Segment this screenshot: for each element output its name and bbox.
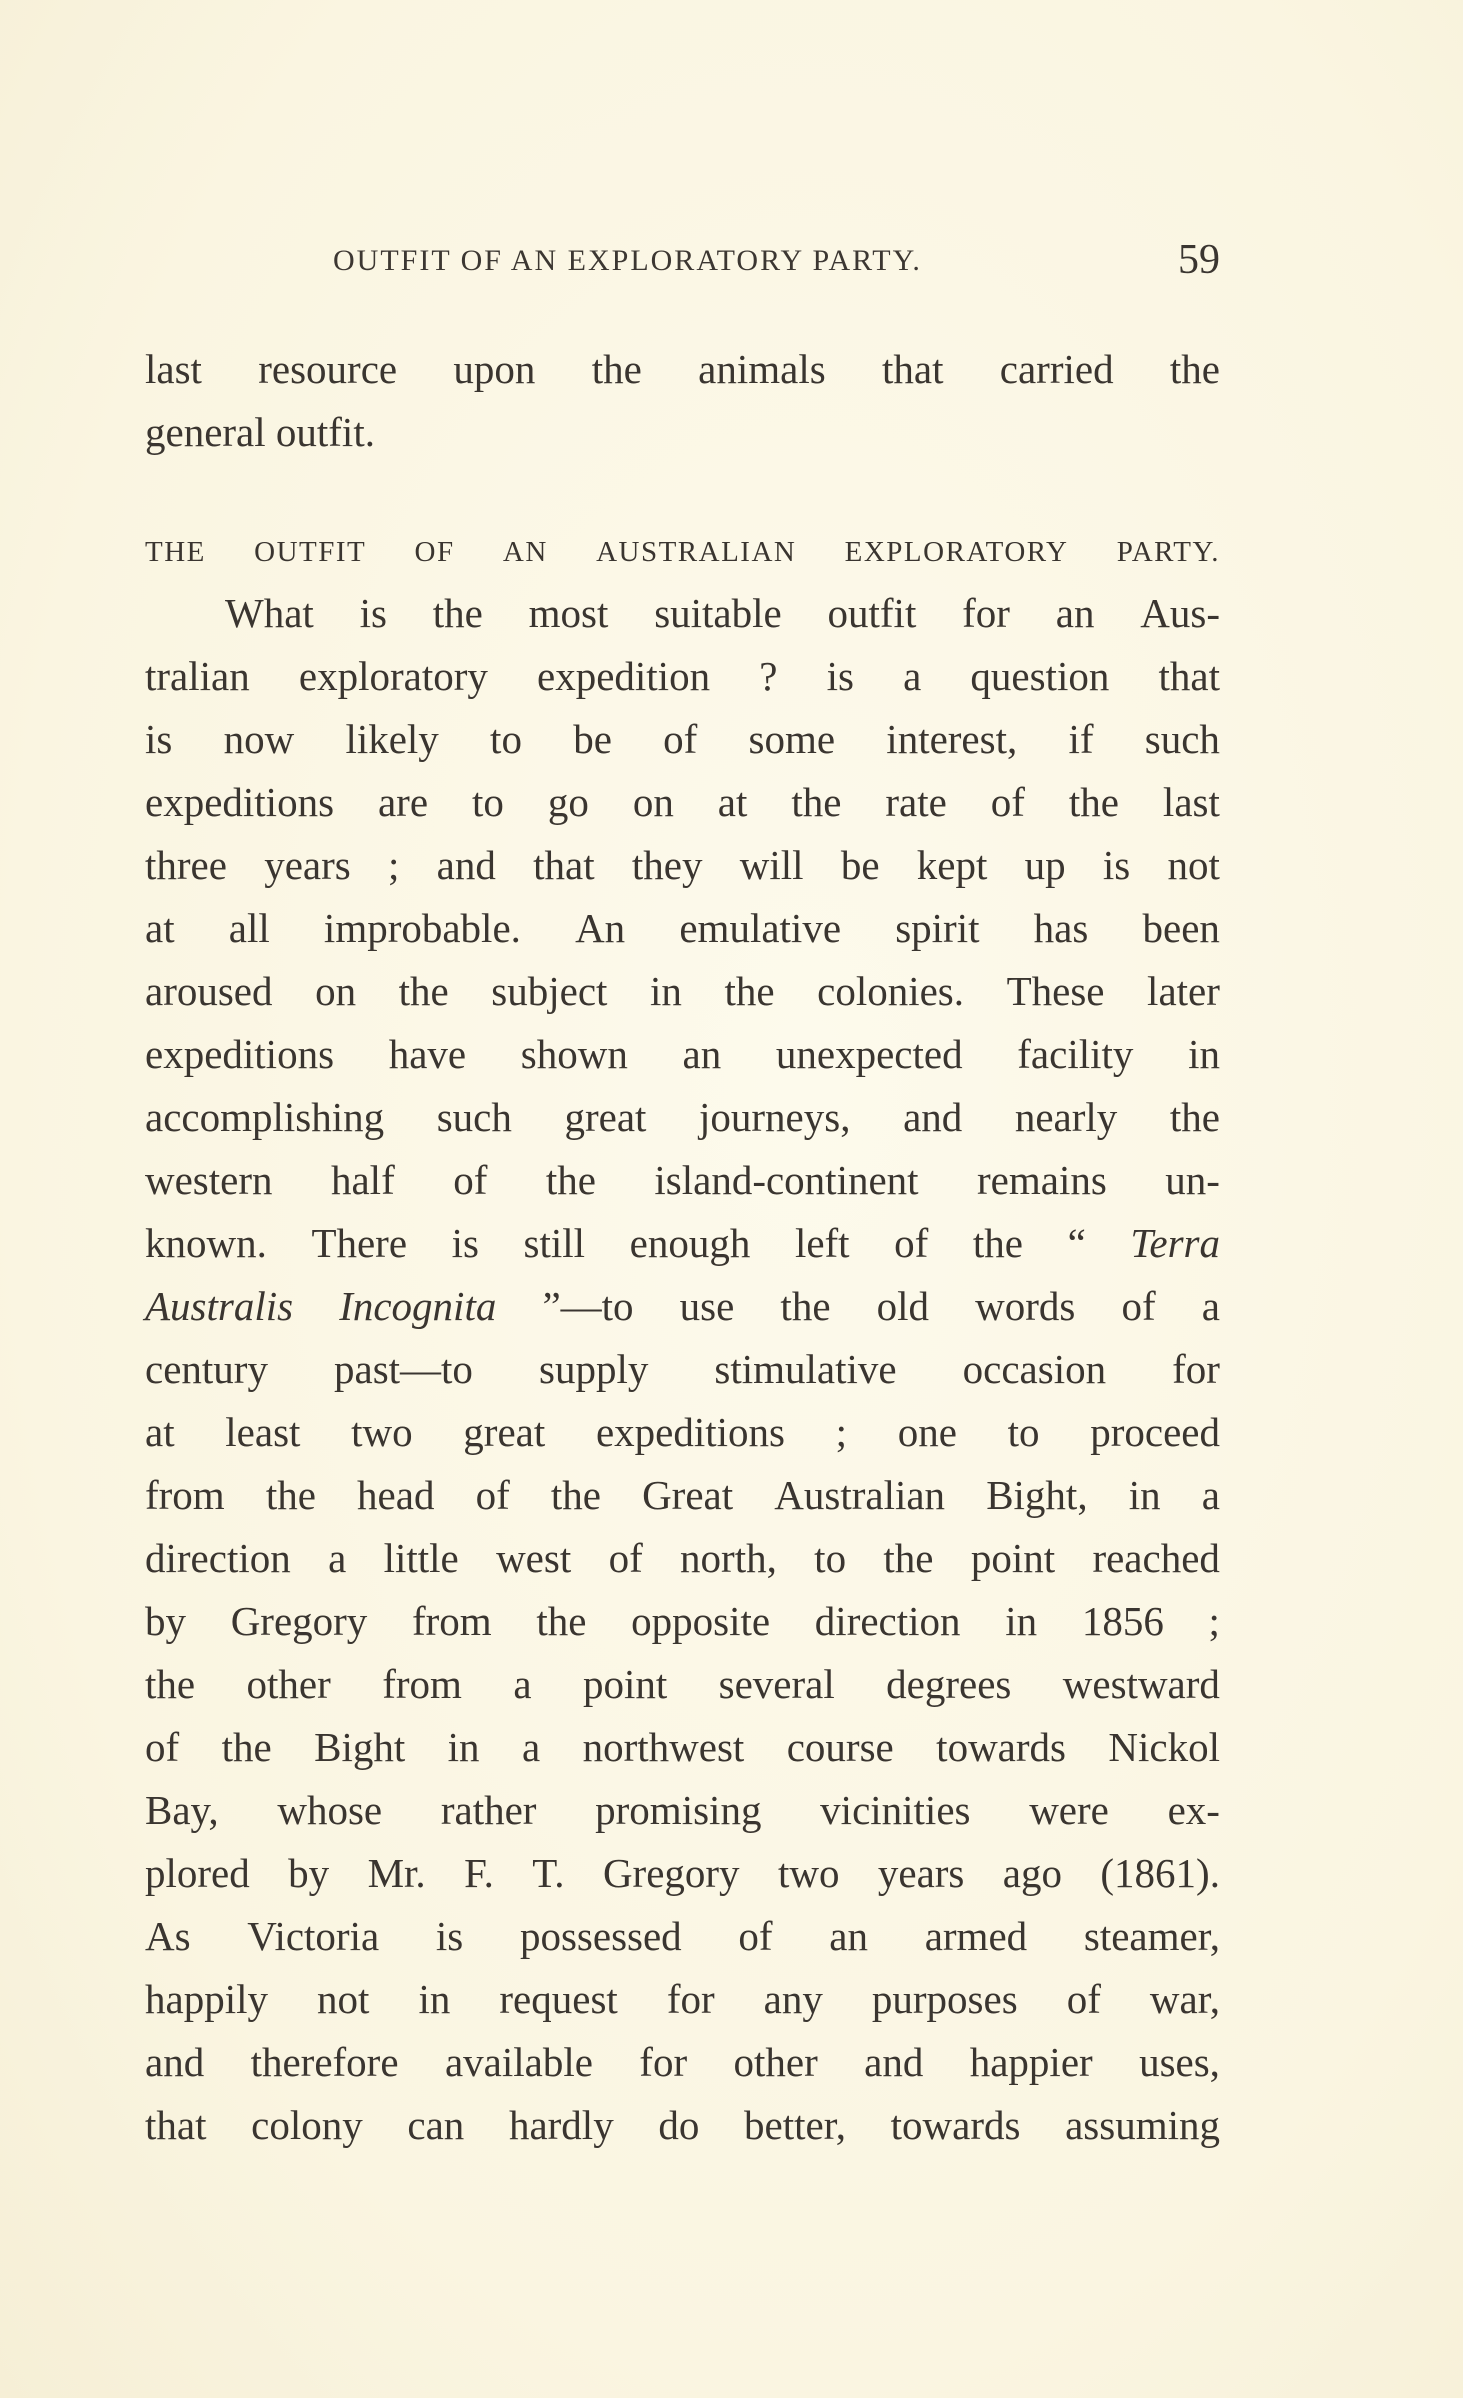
word: western [145,1157,273,1203]
heading-word: OF [414,536,455,568]
word: of [663,716,698,762]
word: resource [258,346,398,392]
word: of [608,1535,643,1581]
word: 1856 [1081,1598,1164,1644]
word: towards [936,1724,1066,1770]
word: Great [642,1472,734,1518]
word: years [877,1850,965,1896]
word: the [724,968,775,1014]
word: is [145,716,173,762]
word: two [777,1850,840,1896]
word: the [536,1598,587,1644]
word: that [533,842,595,888]
text-line [145,1842,1220,1905]
word: request [499,1976,618,2022]
word: at [145,1409,175,1455]
word: island-continent [654,1157,919,1203]
text-line [145,1401,1220,1464]
text-line [145,834,1220,897]
word: on [632,779,674,825]
word: for [962,590,1010,636]
heading-word: EXPLORATORY [844,536,1069,568]
word: spirit [895,905,980,951]
text-line [145,1212,1220,1275]
word: old [876,1283,930,1329]
paragraph [145,582,1220,2157]
heading-word: AN [502,536,548,568]
word: that [145,2102,207,2148]
word: of [1066,1976,1101,2022]
word: for [1172,1346,1220,1392]
word: purposes [871,1976,1018,2022]
word: great [564,1094,647,1140]
word: Terra [1130,1220,1220,1266]
text-line [145,1149,1220,1212]
text-line [145,1968,1220,2031]
word: supply [538,1346,649,1392]
word: were [1029,1787,1109,1833]
text-line [145,2031,1220,2094]
word: still [523,1220,586,1266]
word: is [1102,842,1131,888]
heading-word: THE [145,536,206,568]
word: the [398,968,449,1014]
word: nearly [1014,1094,1118,1140]
word: expeditions [145,779,335,825]
word: words [975,1283,1076,1329]
word: direction [145,1535,291,1581]
word: head [357,1472,435,1518]
word: the [883,1535,934,1581]
text-line [145,960,1220,1023]
text-line [145,1338,1220,1401]
word: occasion [962,1346,1107,1392]
section-heading [145,522,1220,582]
word: Nickol [1108,1724,1220,1770]
word: degrees [886,1661,1012,1707]
word: stimulative [714,1346,897,1392]
word: least [225,1409,301,1455]
word: use [679,1283,735,1329]
word: Australian [774,1472,946,1518]
word: happily [145,1976,268,2022]
heading-word: PARTY. [1116,536,1220,568]
word: west [496,1535,572,1581]
word: the [972,1220,1023,1266]
word: the [432,590,483,636]
word: carried [999,346,1114,392]
word: course [786,1724,894,1770]
word: north, [680,1535,777,1581]
word: not [1167,842,1220,888]
word: from [145,1472,225,1518]
word: ex- [1167,1787,1220,1833]
word: most [528,590,609,636]
word: by [145,1598,186,1644]
word: Gregory [602,1850,740,1896]
word: of [990,779,1025,825]
running-head [145,236,1220,296]
word: enough [629,1220,751,1266]
word: Aus- [1140,590,1220,636]
word: expeditions [595,1409,785,1455]
word: ; [1208,1598,1220,1644]
word: assuming [1065,2102,1220,2148]
word: of [738,1913,773,1959]
word: from [382,1661,462,1707]
word: tralian [145,653,250,699]
word: suitable [654,590,782,636]
word: (1861). [1100,1850,1220,1896]
word: the [550,1472,601,1518]
text-line [145,401,1220,464]
word: to [490,716,522,762]
word: As [145,1913,191,1959]
word: steamer, [1083,1913,1220,1959]
word: accomplishing [145,1094,385,1140]
word: happier [969,2039,1093,2085]
word: at [145,905,175,951]
word: Bight [314,1724,406,1770]
text-line [145,1716,1220,1779]
word: Gregory [230,1598,368,1644]
word: subject [491,968,608,1014]
word: is [826,653,854,699]
word: “ [1067,1220,1086,1266]
word: hardly [508,2102,614,2148]
word: little [383,1535,459,1581]
word: point [970,1535,1056,1581]
word: T. [532,1850,565,1896]
word: Bight, [986,1472,1088,1518]
word: shown [520,1031,628,1077]
word: an [1055,590,1095,636]
word: other [246,1661,331,1707]
word: rate [885,779,947,825]
word: Incognita [339,1283,497,1329]
text-line [145,2094,1220,2157]
word: all [228,905,270,951]
text-line [145,771,1220,834]
word: up [1024,842,1066,888]
word: whose [277,1787,383,1833]
word: one [897,1409,957,1455]
word: in [650,968,682,1014]
word: they [631,842,703,888]
word: What [225,590,314,636]
word: do [658,2102,700,2148]
word: century [145,1346,268,1392]
word: to [1007,1409,1040,1455]
word: great [463,1409,546,1455]
word: such [1144,716,1220,762]
word: direction [814,1598,961,1644]
word: is [451,1220,479,1266]
word: three [145,842,227,888]
word: several [718,1661,835,1707]
word: have [388,1031,467,1077]
word: past—to [334,1346,473,1392]
word: An [575,905,626,951]
text-line [145,1779,1220,1842]
text-line [145,1590,1220,1653]
word: general [145,409,266,455]
word: are [377,779,429,825]
heading-word: OUTFIT [254,536,367,568]
text-block [145,338,1220,2157]
word: the [221,1724,272,1770]
word: if [1068,716,1094,762]
word: two [351,1409,413,1455]
text-line [145,1275,1220,1338]
word: left [794,1220,850,1266]
word: expedition [537,653,711,699]
word: There [311,1220,408,1266]
word: of [894,1220,929,1266]
word: is [359,590,387,636]
word: Victoria [247,1913,380,1959]
word: ”—to [542,1283,634,1329]
word: the [1068,779,1119,825]
word: Australis [145,1283,294,1329]
word: and [864,2039,924,2085]
word: a [328,1535,347,1581]
word: from [412,1598,492,1644]
word: for [666,1976,715,2022]
word: a [513,1661,532,1707]
word: exploratory [298,653,488,699]
word: promising [595,1787,762,1833]
word: war, [1149,1976,1220,2022]
word: any [763,1976,823,2022]
text-line [145,582,1220,645]
word: at [717,779,748,825]
word: will [739,842,804,888]
word: of [145,1724,180,1770]
word: in [418,1976,451,2022]
opening-lines [145,338,1220,464]
word: remains [977,1157,1107,1203]
word: ; [835,1409,848,1455]
word: an [829,1913,868,1959]
word: and [903,1094,963,1140]
word: plored [145,1850,250,1896]
word: vicinities [820,1787,971,1833]
word: colony [251,2102,363,2148]
word: and [145,2039,205,2085]
word: a [1201,1472,1220,1518]
word: expeditions [145,1031,335,1077]
word: of [453,1157,488,1203]
word: on [315,968,357,1014]
word: the [1169,1094,1220,1140]
text-line [145,645,1220,708]
word: for [639,2039,688,2085]
word: of [1121,1283,1156,1329]
word: the [545,1157,596,1203]
word: and [436,842,496,888]
word: better, [744,2102,846,2148]
text-line [145,897,1220,960]
word: animals [698,346,826,392]
word: F. [464,1850,494,1896]
heading-word: AUSTRALIAN [596,536,797,568]
word: therefore [250,2039,399,2085]
text-line [145,1464,1220,1527]
word: last [1162,779,1220,825]
word: a [903,653,922,699]
word: outfit. [275,409,375,455]
word: colonies. [817,968,965,1014]
word: proceed [1090,1409,1220,1455]
word: can [407,2102,465,2148]
word: to [814,1535,847,1581]
word: in [1005,1598,1038,1644]
word: has [1033,905,1089,951]
word: the [1169,346,1220,392]
word: not [317,1976,370,2022]
word: known. [145,1220,267,1266]
word: to [472,779,504,825]
word: is [435,1913,464,1959]
word: improbable. [323,905,521,951]
word: later [1147,968,1220,1014]
text-line [145,1905,1220,1968]
word: ; [388,842,400,888]
word: aroused [145,968,273,1014]
word: emulative [679,905,842,951]
word: Bay, [145,1787,219,1833]
word: in [447,1724,480,1770]
word: question [970,653,1110,699]
text-line [145,1086,1220,1149]
word: years [264,842,351,888]
word: in [1128,1472,1161,1518]
word: the [145,1661,196,1707]
word: upon [453,346,536,392]
word: some [748,716,836,762]
word: the [591,346,642,392]
text-line [145,1023,1220,1086]
word: half [330,1157,395,1203]
word: opposite [631,1598,771,1644]
word: a [521,1724,541,1770]
word: possessed [519,1913,682,1959]
word: go [547,779,589,825]
word: the [780,1283,831,1329]
text-line [145,708,1220,771]
word: be [573,716,612,762]
word: outfit [827,590,917,636]
word: a [1201,1283,1220,1329]
running-head-title: OUTFIT OF AN EXPLORATORY PARTY. [333,244,922,277]
word: the [791,779,842,825]
word: armed [924,1913,1028,1959]
word: ? [759,653,778,699]
word: westward [1062,1661,1220,1707]
word: Mr. [367,1850,426,1896]
word: that [1158,653,1220,699]
word: unexpected [775,1031,963,1077]
word: reached [1092,1535,1220,1581]
word: be [840,842,880,888]
word: kept [916,842,988,888]
word: northwest [582,1724,745,1770]
word: These [1006,968,1105,1014]
text-line [145,1527,1220,1590]
word: uses, [1139,2039,1220,2085]
text-line [145,1653,1220,1716]
word: point [582,1661,668,1707]
word: rather [440,1787,537,1833]
word: of [475,1472,510,1518]
word: un- [1165,1157,1220,1203]
word: an [682,1031,722,1077]
word: by [288,1850,330,1896]
word: last [145,346,202,392]
word: the [265,1472,316,1518]
word: ago [1002,1850,1062,1896]
word: such [436,1094,512,1140]
word: other [733,2039,818,2085]
word: towards [890,2102,1021,2148]
word: likely [345,716,439,762]
word: facility [1017,1031,1134,1077]
word: in [1188,1031,1220,1077]
word: now [223,716,295,762]
word: available [444,2039,593,2085]
page-number: 59 [1178,237,1220,283]
word: that [881,346,944,392]
word: been [1142,905,1220,951]
word: journeys, [699,1094,851,1140]
text-line [145,338,1220,401]
word: interest, [886,716,1018,762]
